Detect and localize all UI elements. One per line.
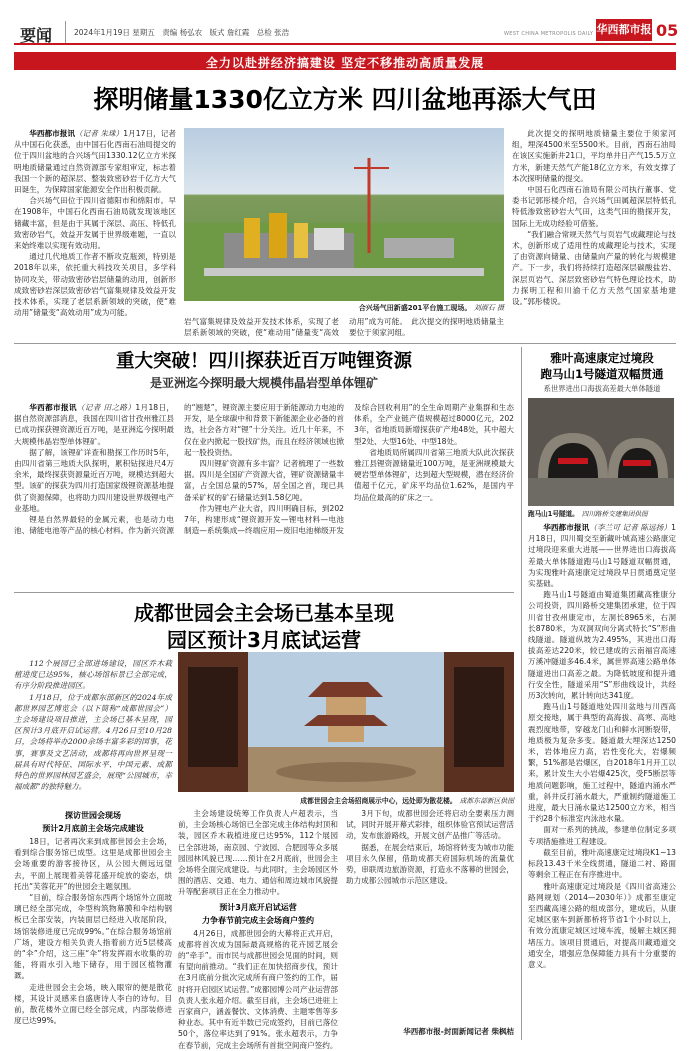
newspaper-logo: 华西都市报 (596, 19, 652, 41)
article1-para3-end: 岩气富集规律及效益开发技术体系，实现了老层系新领域的突破，使“难动用”储量变“高效动用”成为可能。 此次提交的探明地质储量主要位于须家河组。 (184, 317, 504, 338)
article4-col3 (346, 808, 514, 1026)
article4-para5: 4月26日，成都世园会的大幕将正式开启，成都将首次成为国际最高规格的花卉园艺展会的“牵手”。而市民与成都世园会见面的时间，则有望向前推动。“我们正在加快招商步伐，预计在3月底前分批次完成所有商户签约的工作，届时将开启园区试运营。”成都园博公司产业运营部负责人张永超介绍。截至目前，主会场已进驻上百家商户，涵盖餐饮、文体消费、主题零售等多种业态。其中有近半数已完成签约，目前已落位50个，落位率达到了91%。张永超表示，力争在春节前，完成主会场所有首批空间商户签约。 (178, 928, 338, 1050)
article1-para3-start: 通过几代地质工作者不断攻克瓶颈，特别是2018年以来，依托重大科技攻关项目，多学科协同攻关，带动致密砂岩层储量的动用，创新形成致密砂岩深层致密砂岩气富集规律及效益开发技术体系，实现了老层系新领域的突破，使“难动用”储量变“高效动用”成为可能。 (14, 252, 176, 318)
article1-para1: 1月17日，记者从中国石化获悉，由中国石化西南石油局提交的位于四川盆地的合兴场气田1330.12亿立方米探明地质储量通过自然资源部专家组审定，标志着我国一个新的超深层、整装致密砂岩千亿方大气田诞生，为保障国家能源安全作出积极贡献。 (14, 129, 177, 195)
article2-subhead: 是亚洲迄今探明最大规模伟晶岩型单体锂矿 (149, 376, 378, 390)
article4-col1 (14, 806, 172, 1040)
article4-para4: 主会场建设统筹工作负责人卢超表示，当前，主会场核心场馆已全部完成主体结构封顶和装，园区乔木栽植进度已达95%，112个展园已全部进场，南京园、宁波园、合肥园等众多展园园林风貌已现……预计在2月底前，世园会主会场将全面完成建设。与此同时，主会场园区外围的酒店、交通、电力、通信和周边城市风貌提升等配套项目正在全力推动中。 (178, 809, 338, 897)
article4-para3: 走进世园会主会场，映入眼帘的便是散花楼，其设计灵感来自盛唐诗人李白的诗句。目前，散花楼外立面已经全部完成，内部装修进度已达99%。 (14, 982, 172, 1026)
article2-para1: 1月18日，据自然资源部消息，我国在四川省甘孜州雅江县已成功探获锂资源近百万吨，是亚洲迄今探明最大规模伟晶岩型单体锂矿。 (14, 403, 175, 446)
article4-col2 (178, 808, 338, 1050)
article4-para7: 据悉，在展会结束后，场馆将转变为城市功能项目永久保留，借助成都天府国际机场的流量优势，串联周边旅游资源，打造永不落幕的世园会，助力成都公园城市示范区建设。 (346, 842, 514, 886)
article4-para1: 18日，记者再次来到成都世园会主会场，看到综合服务馆已成型。这里是成都世园会主会场重要的游客接待区，从公园大侧远远望去，平面上展现着美蓉花盛开绽放的姿态，烘托出“芙蓉花开”的世园会主题氛围。 (14, 837, 172, 891)
article2-body (14, 402, 514, 590)
article1-headline: 探明储量1330亿立方米 四川盆地再添大气田 (93, 85, 597, 114)
article1-lead: 华西都市报讯 (29, 129, 76, 138)
article2-para2: 据了解，该锂矿详查和勘探工作历时5年，由四川省第三地质大队探明，累积钻探进尺4万余米，最终探获资源量近百万吨，规模达到超大型。该矿的探获为四川打造国家级锂资源基地提供了资源保障，也将助力四川建设世界级锂电产业基地。 (14, 447, 174, 513)
article4-photo-caption: 成都世园会主会场招商展示中心，远处即为散花楼。 成都东部新区供图 (300, 797, 514, 805)
article3-para1: 1月18日，四川蜀交至新藏叶城高速公路康定过境段迎来重大进展——世界进出口海拔高差最大单体隧道跑马山1号隧道双幅贯通，为实现雅叶高速康定过境段早日贯通奠定坚实基础。 (528, 523, 676, 589)
issue-date: 2024年1月19日 星期五 (74, 28, 155, 37)
article4-summary: 112个展园已全部进场建设，园区乔木栽植进度已达95%，核心场馆标景已全部完成，有序分阶段推进园区。 (14, 659, 172, 691)
article4-subhead2b: 力争春节前完成主会场商户签约 (202, 915, 314, 925)
tunnel-image (528, 398, 674, 506)
article4-para2: “目前，综合服务馆东西两个场馆外立面玻璃已经全部完成，伞型构筑物幕膜和伞结构钢板已全部安装，内装面层已经进入收尾阶段，场馆装修进度已完成99%。”在综合服务场馆前广场，建设方相关负责人指着前方近5层楼高的“伞”介绍，这三座“伞”将发挥雨水收集的功能，将雨水引入地下储存，用于园区植物灌溉。 (14, 893, 172, 981)
article2-para5: 作为锂电产业大省，四川明确目标，到2027年，构建形成“锂资源开发—锂电材料—电池制造—系统集成—终端应用—废旧电池梯级开发及综合回收利用”的全生命周期产业集群和生态体系，全产业链产值规模超过8000亿元，2023年，省地质局新增探获矿产地48处，其中超大型2处、大型16处、中型18处。 (184, 403, 514, 536)
article3-photo-credit: 四川路桥交建集团供图 (581, 510, 648, 518)
article1-para2: 合兴场气田位于四川省德阳市和绵阳市。早在1908年，中国石化西南石油局就发现该地区储藏丰富，但是由于其属于深层、高压、特低孔致密砂岩气，效益开发属于世界级难题，一直以来始终难以实现有效动用。 (14, 196, 176, 251)
section-title: 要闻 (20, 26, 53, 45)
article4-intro (14, 658, 172, 804)
article4-subhead1b: 预计2月底前主会场完成建设 (42, 824, 144, 833)
article3-headline-line1: 雅叶高速康定过境段 (550, 351, 654, 365)
article1-byline: （记者 朱珠） (75, 129, 124, 138)
article1-col2 (184, 316, 504, 340)
article2-byline: （记者 田之路） (76, 403, 136, 412)
article4-photo (178, 652, 514, 792)
article3-para2: 跑马山1号隧道由蜀道集团藏高雅康分公司投资，四川路桥交建集团承建，位于四川省甘孜州康定市，左洞长8965米，右洞长8780米，为双洞双向分离式特长“S”形曲线隧道。隧道纵坡为2.495%，其进出口海拔高差达220米，较已建成的云南福宫高速万溪冲隧道多46.4米，属世界高速公路单体隧道进出口高差之最。为降低坡度和提升通行安全性，隧道采用“S”形曲线设计，共经历3次转向，累计转向达341度。 (528, 590, 676, 701)
article4-byline: 华西都市报-封面新闻记者 柴枫桔 (403, 1027, 514, 1036)
article2-para4: 四川锂矿资源有多丰富？记者梳理了一些数据。四川是全国矿产资源大省，锂矿资源储量丰富，占全国总量的57%，居全国之首，现已具备采矿权的矿石储量达到1.58亿吨。 (184, 459, 344, 502)
article4-subhead1: 探访世园会现场 (65, 811, 121, 820)
page-number: 05 (656, 21, 679, 40)
gas-field-construction-image (184, 128, 504, 301)
article3-para3: 跑马山1号隧道地处四川盆地与川西高原交接地，属于典型的高海拔、高寒、高地震烈度地带，穿越龙门山和鲜水河断裂带，地质极为复杂多变。隧道最大埋深达1250米，岩体地应力高，岩性变化大，岩爆频繁，51%都是岩爆区，自2018年1月开工以来，累计发生大小岩爆425次，受F5断层等地质问题影响，施工过程中，隧道内涌水严重，斜井反打涌水最大，严重制约隧道施工进度，最大日涌水量达12500立方米，相当于约28个标准室内泳池水量。 (528, 702, 676, 824)
article2-para6: 省地质局所属四川省第三地质大队此次探获雅江县锂资源储量近100万吨，是亚洲规模最大硬岩型单体锂矿，达到超大型规模，潜在经济价值超千亿元，矿床平均品位1.62%，是国内平均品位最高的矿床之一。 (354, 447, 514, 502)
article1-photo-credit: 刘淑石 摄 (473, 304, 504, 312)
article3-para4: 面对一系列的挑战，参建单位制定多项专项措施推进工程建设。 (528, 825, 676, 846)
header-bar (14, 21, 679, 45)
article3-byline: （李兰可 记者 陈远扬） (589, 523, 672, 532)
proofreader: 总检 张浩 (256, 28, 290, 37)
article1-para4: 此次提交的探明地质储量主要位于须家河组，埋深4500米至5500米。目前，西南石油局在该区实施新井21口，平均单井日产气15.5万立方米，新建天然气产能18亿立方米，有效支撑了本次探明储量的提交。 (512, 129, 676, 183)
slogan-text: 全力以赴拼经济搞建设 坚定不移推动高质量发展 (205, 56, 485, 70)
article1-photo-caption: 合兴场气田新盛201平台施工现场。 刘淑石 摄 (358, 304, 504, 312)
article3-headline-line2: 跑马山1号隧道双幅贯通 (540, 367, 664, 381)
article3-photo-caption: 跑马山1号隧道。 四川路桥交建集团供图 (528, 510, 648, 518)
article4-subhead2: 预计3月底开启试运营 (219, 902, 297, 912)
article1-para5: 中国石化西南石油局有限公司执行董事、党委书记郭彤楼介绍，合兴场气田属超深层特低孔特低渗致密砂岩大气田，这类气田的勘探开发，国际上无成功经验可借鉴。 (512, 185, 676, 228)
article3-subhead: 系世界进出口海拔高差最大单体隧道 (543, 384, 661, 393)
article3-para5: 截至目前，雅叶高速康定过境段K1~13标段13.43千米全线贯通，隧道二衬、路面等剩余工程正在有序推进中。 (528, 847, 676, 880)
article4-photo-credit: 成都东部新区供图 (459, 797, 514, 805)
article1-col1 (14, 128, 176, 340)
layout-designer: 版式 詹红霞 (209, 28, 250, 37)
article3-para6: 雅叶高速康定过境段是《四川省高速公路网规划（2014—2030年）》成都至康定至西藏高速公路的组成部分，建成后，从康定城区驱车到新都桥将节省1个小时以上，有效分流康定城区过境车流，缓解主城区拥堵压力。该项目贯通后，对提高川藏通道交通安全，增强应急保障能力具有十分重要的意义。 (528, 881, 676, 969)
article3-body (528, 522, 676, 1040)
chief-editor: 责编 杨弘农 (162, 28, 203, 37)
article3-lead: 华西都市报讯 (543, 523, 590, 532)
article1-photo (184, 128, 504, 301)
article3-photo (528, 398, 674, 506)
article2-headline: 重大突破！四川探获近百万吨锂资源 (115, 351, 412, 372)
article4-para6: 3月下旬，成都世园会还将启动全要素压力测试，同时开展开幕式彩排，组织体验官预试运营活动，发布旅游路线，开展文创产品推广等活动。 (346, 809, 514, 841)
slogan-banner (14, 52, 676, 70)
article4-intro-text: 1月18日，位于成都东部新区的2024年成都世界园艺博览会（以下简称“成都世园会”）主会场建设项目推进，主会场已基本呈现，园区预计3月底开启试运营。4月26日至10月28日，会场将举办2000余场丰富多彩的国事，花事，赛事及文艺活动，成都将再向世界呈现一届具有时代特征、国际水平、中国元素、成都特色的世界园林园艺盛会，展现“公园城市，幸福成都”的独特魅力。 (14, 692, 172, 792)
article4-headline-line1: 成都世园会主会场已基本呈现 (134, 601, 394, 625)
article4-headline-line2: 园区预计3月底试运营 (167, 628, 361, 652)
header-meta (74, 27, 289, 38)
article2-para3: 锂是自然界最轻的金属元素，也是动力电池、储能电池等产品的核心材料。作为新兴资源的“翘楚”，锂资源主要应用于新能源动力电池的开发，是全球碳中和背景下新能源企业必备的首选，社会各方对“锂”十分关注。近几十年来，不仅在业内掀起一股找矿热，而且在经济领域也掀起一股投资热。 (14, 403, 344, 536)
section-label (14, 21, 66, 43)
article1-col3 (512, 128, 676, 340)
newspaper-en-name: WEST CHINA METROPOLIS DAILY (504, 31, 594, 37)
article2-lead: 华西都市报讯 (29, 403, 77, 412)
article1-para6: “我们融合常规天然气与页岩气成藏理论与技术，创新形成了适用性的成藏理论与技术，实现了由资源向储量、由储量向产量的转化与规模建产。下一步，我们将持续打造超深层碳酸盐岩、深层页岩气、深层致密砂岩气特色理论技术，助力探明工程和川渝千亿方天然气国家基地建设。”郭彤楼说。 (512, 229, 676, 307)
expo-venue-image (178, 652, 514, 792)
